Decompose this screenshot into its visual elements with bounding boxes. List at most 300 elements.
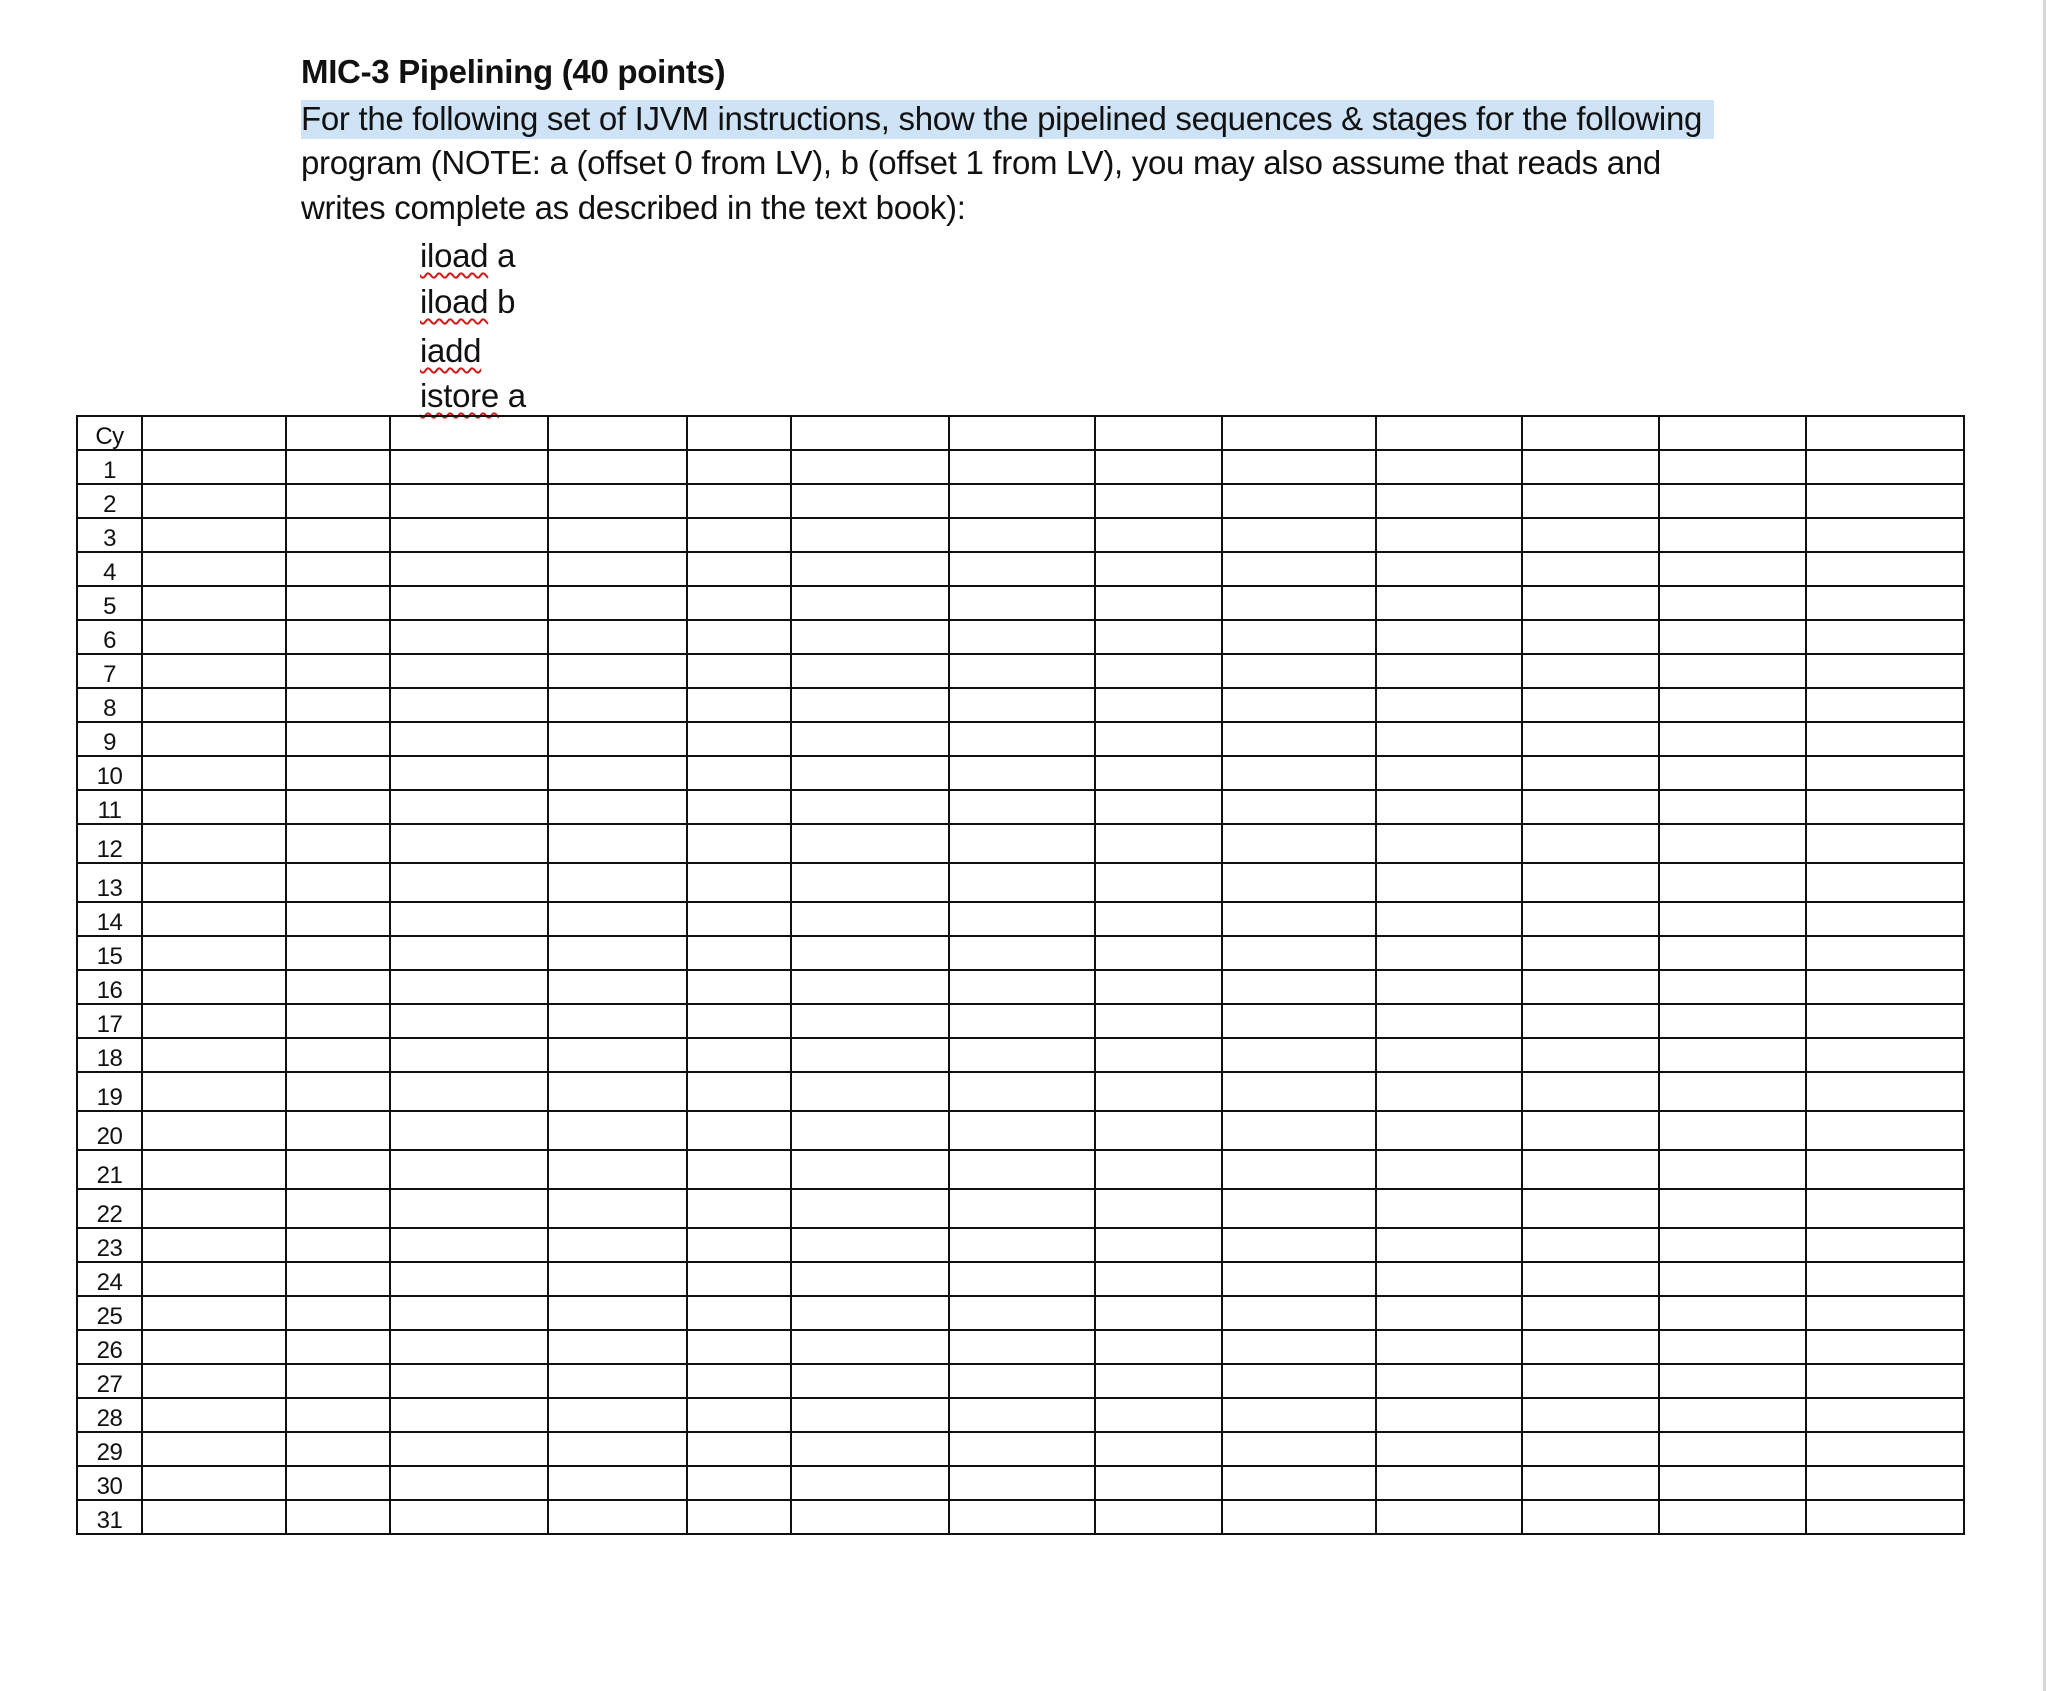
table-cell[interactable] [949, 1296, 1095, 1330]
table-cell[interactable] [390, 1432, 548, 1466]
table-cell[interactable] [1659, 620, 1806, 654]
table-cell[interactable] [1222, 586, 1376, 620]
table-cell[interactable] [687, 1150, 791, 1189]
table-cell[interactable] [949, 1038, 1095, 1072]
table-cell[interactable] [142, 586, 286, 620]
table-cell[interactable] [791, 1296, 949, 1330]
table-cell[interactable] [548, 450, 687, 484]
table-cell[interactable] [286, 1466, 390, 1500]
table-cell[interactable] [548, 1466, 687, 1500]
table-cell[interactable] [791, 1111, 949, 1150]
table-cell[interactable] [1095, 1330, 1222, 1364]
table-cell[interactable] [791, 722, 949, 756]
table-cell[interactable] [1659, 1364, 1806, 1398]
table-cell[interactable] [949, 824, 1095, 863]
table-cell[interactable] [791, 824, 949, 863]
table-cell[interactable] [1659, 1228, 1806, 1262]
table-cell[interactable] [390, 970, 548, 1004]
table-cell[interactable] [791, 1038, 949, 1072]
table-cell[interactable] [1095, 586, 1222, 620]
table-cell[interactable] [1095, 936, 1222, 970]
table-cell[interactable] [687, 936, 791, 970]
table-cell[interactable] [142, 790, 286, 824]
table-cell[interactable] [390, 416, 548, 450]
table-cell[interactable] [1095, 824, 1222, 863]
table-cell[interactable] [390, 484, 548, 518]
table-cell[interactable] [949, 790, 1095, 824]
table-cell[interactable] [687, 790, 791, 824]
table-cell[interactable] [949, 1072, 1095, 1111]
table-cell[interactable] [1376, 484, 1522, 518]
table-cell[interactable] [1659, 1398, 1806, 1432]
table-cell[interactable] [390, 790, 548, 824]
table-cell[interactable] [1806, 654, 1964, 688]
table-cell[interactable] [390, 1072, 548, 1111]
table-cell[interactable] [142, 1150, 286, 1189]
table-cell[interactable] [949, 1262, 1095, 1296]
table-cell[interactable] [1095, 1466, 1222, 1500]
table-cell[interactable] [687, 518, 791, 552]
table-cell[interactable] [791, 416, 949, 450]
table-cell[interactable] [142, 824, 286, 863]
table-cell[interactable] [1095, 790, 1222, 824]
table-cell[interactable] [390, 902, 548, 936]
table-cell[interactable] [390, 1038, 548, 1072]
table-cell[interactable] [1222, 1111, 1376, 1150]
table-cell[interactable] [1222, 936, 1376, 970]
table-cell[interactable] [1095, 450, 1222, 484]
table-cell[interactable] [1222, 1150, 1376, 1189]
table-cell[interactable] [142, 863, 286, 902]
table-cell[interactable] [1659, 824, 1806, 863]
table-cell[interactable] [1376, 1038, 1522, 1072]
table-cell[interactable] [1222, 1189, 1376, 1228]
table-cell[interactable] [548, 654, 687, 688]
table-cell[interactable] [1095, 1398, 1222, 1432]
table-cell[interactable] [548, 1364, 687, 1398]
table-cell[interactable] [142, 1432, 286, 1466]
table-cell[interactable] [548, 756, 687, 790]
table-cell[interactable] [1222, 756, 1376, 790]
table-cell[interactable] [1522, 1466, 1659, 1500]
table-cell[interactable] [1522, 824, 1659, 863]
table-cell[interactable] [949, 902, 1095, 936]
table-cell[interactable] [548, 1500, 687, 1534]
table-cell[interactable] [1522, 1330, 1659, 1364]
table-cell[interactable] [286, 654, 390, 688]
table-cell[interactable] [949, 518, 1095, 552]
table-cell[interactable] [949, 1111, 1095, 1150]
table-cell[interactable] [1222, 1262, 1376, 1296]
table-cell[interactable] [548, 1038, 687, 1072]
table-cell[interactable] [1806, 1228, 1964, 1262]
table-cell[interactable] [390, 1466, 548, 1500]
table-cell[interactable] [142, 1111, 286, 1150]
table-cell[interactable] [949, 586, 1095, 620]
table-cell[interactable] [1806, 1038, 1964, 1072]
table-cell[interactable] [1376, 902, 1522, 936]
table-cell[interactable] [286, 824, 390, 863]
table-cell[interactable] [286, 586, 390, 620]
table-cell[interactable] [1222, 1228, 1376, 1262]
table-cell[interactable] [548, 1072, 687, 1111]
table-cell[interactable] [687, 1262, 791, 1296]
table-cell[interactable] [1522, 1150, 1659, 1189]
selected-text[interactable]: For the following set of IJVM instructions, show the pipelined sequences & stages for the following [301, 100, 1714, 139]
table-cell[interactable] [1095, 1296, 1222, 1330]
table-cell[interactable] [1376, 1500, 1522, 1534]
table-cell[interactable] [548, 1398, 687, 1432]
table-cell[interactable] [142, 936, 286, 970]
table-cell[interactable] [1522, 902, 1659, 936]
table-cell[interactable] [687, 1398, 791, 1432]
table-cell[interactable] [791, 484, 949, 518]
table-cell[interactable] [1659, 688, 1806, 722]
table-cell[interactable] [791, 1004, 949, 1038]
table-cell[interactable] [1376, 936, 1522, 970]
table-cell[interactable] [1095, 688, 1222, 722]
table-cell[interactable] [1522, 790, 1659, 824]
table-cell[interactable] [548, 586, 687, 620]
table-cell[interactable] [1806, 756, 1964, 790]
table-cell[interactable] [142, 1038, 286, 1072]
table-cell[interactable] [1659, 790, 1806, 824]
table-cell[interactable] [548, 1330, 687, 1364]
table-cell[interactable] [1806, 1432, 1964, 1466]
table-cell[interactable] [548, 1189, 687, 1228]
table-cell[interactable] [791, 1150, 949, 1189]
table-cell[interactable] [390, 620, 548, 654]
table-cell[interactable] [1095, 1500, 1222, 1534]
table-cell[interactable] [687, 1228, 791, 1262]
table-cell[interactable] [687, 654, 791, 688]
table-cell[interactable] [949, 1466, 1095, 1500]
table-cell[interactable] [286, 1072, 390, 1111]
table-cell[interactable] [286, 1432, 390, 1466]
table-cell[interactable] [1376, 1262, 1522, 1296]
table-cell[interactable] [791, 620, 949, 654]
table-cell[interactable] [1659, 863, 1806, 902]
table-cell[interactable] [286, 1398, 390, 1432]
table-cell[interactable] [949, 688, 1095, 722]
table-cell[interactable] [1806, 970, 1964, 1004]
table-cell[interactable] [949, 484, 1095, 518]
table-cell[interactable] [949, 552, 1095, 586]
table-cell[interactable] [1659, 1038, 1806, 1072]
table-cell[interactable] [687, 722, 791, 756]
table-cell[interactable] [1522, 484, 1659, 518]
table-cell[interactable] [548, 902, 687, 936]
table-cell[interactable] [1806, 790, 1964, 824]
table-cell[interactable] [1659, 1150, 1806, 1189]
table-cell[interactable] [1095, 1228, 1222, 1262]
table-cell[interactable] [1522, 1296, 1659, 1330]
table-cell[interactable] [1376, 1189, 1522, 1228]
table-cell[interactable] [791, 1398, 949, 1432]
table-cell[interactable] [949, 1004, 1095, 1038]
table-cell[interactable] [1659, 484, 1806, 518]
table-cell[interactable] [1222, 863, 1376, 902]
table-cell[interactable] [548, 1228, 687, 1262]
table-cell[interactable] [791, 902, 949, 936]
table-cell[interactable] [1376, 1111, 1522, 1150]
table-cell[interactable] [1376, 790, 1522, 824]
table-cell[interactable] [1522, 863, 1659, 902]
table-cell[interactable] [949, 620, 1095, 654]
table-cell[interactable] [687, 970, 791, 1004]
table-cell[interactable] [1522, 1111, 1659, 1150]
table-cell[interactable] [1376, 1398, 1522, 1432]
table-cell[interactable] [390, 1500, 548, 1534]
table-cell[interactable] [1095, 902, 1222, 936]
table-cell[interactable] [1222, 1432, 1376, 1466]
table-cell[interactable] [390, 722, 548, 756]
table-cell[interactable] [1222, 688, 1376, 722]
table-cell[interactable] [1376, 552, 1522, 586]
table-cell[interactable] [949, 1500, 1095, 1534]
table-cell[interactable] [1806, 518, 1964, 552]
table-cell[interactable] [1806, 688, 1964, 722]
table-cell[interactable] [1376, 654, 1522, 688]
table-cell[interactable] [142, 756, 286, 790]
table-cell[interactable] [1095, 1004, 1222, 1038]
table-cell[interactable] [791, 936, 949, 970]
table-cell[interactable] [1659, 902, 1806, 936]
table-cell[interactable] [1522, 1072, 1659, 1111]
table-cell[interactable] [1095, 518, 1222, 552]
table-cell[interactable] [390, 1111, 548, 1150]
table-cell[interactable] [548, 688, 687, 722]
table-cell[interactable] [1659, 1500, 1806, 1534]
table-cell[interactable] [1222, 1004, 1376, 1038]
table-cell[interactable] [286, 1330, 390, 1364]
table-cell[interactable] [687, 620, 791, 654]
table-cell[interactable] [286, 1038, 390, 1072]
table-cell[interactable] [1659, 1466, 1806, 1500]
table-cell[interactable] [1522, 1398, 1659, 1432]
table-cell[interactable] [142, 552, 286, 586]
table-cell[interactable] [687, 1111, 791, 1150]
table-cell[interactable] [1806, 552, 1964, 586]
table-cell[interactable] [1376, 1228, 1522, 1262]
table-cell[interactable] [1806, 586, 1964, 620]
table-cell[interactable] [390, 552, 548, 586]
table-cell[interactable] [1659, 1262, 1806, 1296]
table-cell[interactable] [1659, 552, 1806, 586]
table-cell[interactable] [286, 1004, 390, 1038]
table-cell[interactable] [142, 620, 286, 654]
table-cell[interactable] [1376, 1330, 1522, 1364]
table-cell[interactable] [286, 1150, 390, 1189]
table-cell[interactable] [1522, 970, 1659, 1004]
table-cell[interactable] [390, 1330, 548, 1364]
table-cell[interactable] [1222, 450, 1376, 484]
table-cell[interactable] [949, 756, 1095, 790]
table-cell[interactable] [687, 824, 791, 863]
table-cell[interactable] [1806, 1364, 1964, 1398]
table-cell[interactable] [687, 552, 791, 586]
table-cell[interactable] [548, 1296, 687, 1330]
table-cell[interactable] [142, 688, 286, 722]
table-cell[interactable] [687, 1296, 791, 1330]
table-cell[interactable] [687, 450, 791, 484]
table-cell[interactable] [1806, 1072, 1964, 1111]
table-cell[interactable] [791, 586, 949, 620]
table-cell[interactable] [1376, 518, 1522, 552]
table-cell[interactable] [1806, 824, 1964, 863]
table-cell[interactable] [1806, 936, 1964, 970]
table-cell[interactable] [949, 863, 1095, 902]
table-cell[interactable] [1806, 1004, 1964, 1038]
table-cell[interactable] [1222, 722, 1376, 756]
table-cell[interactable] [1222, 1038, 1376, 1072]
table-cell[interactable] [142, 902, 286, 936]
table-cell[interactable] [687, 1004, 791, 1038]
table-cell[interactable] [390, 1364, 548, 1398]
table-cell[interactable] [142, 1466, 286, 1500]
table-cell[interactable] [1376, 1004, 1522, 1038]
table-cell[interactable] [1095, 552, 1222, 586]
table-cell[interactable] [791, 1364, 949, 1398]
table-cell[interactable] [1806, 620, 1964, 654]
table-cell[interactable] [142, 416, 286, 450]
table-cell[interactable] [1659, 1004, 1806, 1038]
table-cell[interactable] [1095, 1432, 1222, 1466]
table-cell[interactable] [390, 824, 548, 863]
table-cell[interactable] [142, 1296, 286, 1330]
table-cell[interactable] [142, 722, 286, 756]
table-cell[interactable] [1659, 1189, 1806, 1228]
table-cell[interactable] [1659, 518, 1806, 552]
table-cell[interactable] [791, 1072, 949, 1111]
table-cell[interactable] [1659, 936, 1806, 970]
table-cell[interactable] [949, 722, 1095, 756]
table-cell[interactable] [1376, 586, 1522, 620]
table-cell[interactable] [949, 936, 1095, 970]
table-cell[interactable] [286, 970, 390, 1004]
table-cell[interactable] [1522, 654, 1659, 688]
table-cell[interactable] [286, 902, 390, 936]
table-cell[interactable] [1522, 722, 1659, 756]
table-cell[interactable] [548, 518, 687, 552]
table-cell[interactable] [142, 1189, 286, 1228]
table-cell[interactable] [1222, 1072, 1376, 1111]
table-cell[interactable] [390, 1398, 548, 1432]
table-cell[interactable] [1222, 1500, 1376, 1534]
table-cell[interactable] [687, 1364, 791, 1398]
table-cell[interactable] [548, 484, 687, 518]
table-cell[interactable] [286, 1296, 390, 1330]
table-cell[interactable] [1222, 790, 1376, 824]
table-cell[interactable] [1806, 1189, 1964, 1228]
table-cell[interactable] [1522, 936, 1659, 970]
table-cell[interactable] [286, 722, 390, 756]
table-cell[interactable] [1095, 1189, 1222, 1228]
table-cell[interactable] [949, 1189, 1095, 1228]
table-cell[interactable] [1659, 970, 1806, 1004]
table-cell[interactable] [949, 1364, 1095, 1398]
table-cell[interactable] [286, 1111, 390, 1150]
table-cell[interactable] [1659, 586, 1806, 620]
table-cell[interactable] [286, 416, 390, 450]
table-cell[interactable] [286, 1189, 390, 1228]
table-cell[interactable] [1222, 416, 1376, 450]
table-cell[interactable] [1522, 1189, 1659, 1228]
table-cell[interactable] [1522, 1364, 1659, 1398]
table-cell[interactable] [286, 936, 390, 970]
table-cell[interactable] [1376, 756, 1522, 790]
table-cell[interactable] [1222, 518, 1376, 552]
table-cell[interactable] [142, 484, 286, 518]
table-cell[interactable] [687, 1189, 791, 1228]
table-cell[interactable] [1522, 1038, 1659, 1072]
table-cell[interactable] [687, 688, 791, 722]
table-cell[interactable] [1522, 450, 1659, 484]
table-cell[interactable] [791, 1228, 949, 1262]
table-cell[interactable] [1095, 1072, 1222, 1111]
table-cell[interactable] [1522, 688, 1659, 722]
table-cell[interactable] [1222, 824, 1376, 863]
table-cell[interactable] [1806, 1500, 1964, 1534]
table-cell[interactable] [1222, 620, 1376, 654]
table-cell[interactable] [286, 484, 390, 518]
table-cell[interactable] [791, 450, 949, 484]
table-cell[interactable] [390, 1228, 548, 1262]
table-cell[interactable] [548, 416, 687, 450]
table-cell[interactable] [1806, 902, 1964, 936]
table-cell[interactable] [1222, 1466, 1376, 1500]
table-cell[interactable] [1806, 484, 1964, 518]
table-cell[interactable] [1222, 1364, 1376, 1398]
table-cell[interactable] [1659, 654, 1806, 688]
table-cell[interactable] [1806, 1150, 1964, 1189]
table-cell[interactable] [1376, 824, 1522, 863]
table-cell[interactable] [1222, 484, 1376, 518]
table-cell[interactable] [791, 970, 949, 1004]
table-cell[interactable] [1095, 654, 1222, 688]
table-cell[interactable] [286, 620, 390, 654]
table-cell[interactable] [1806, 722, 1964, 756]
table-cell[interactable] [1095, 1038, 1222, 1072]
table-cell[interactable] [548, 970, 687, 1004]
table-cell[interactable] [687, 1432, 791, 1466]
table-cell[interactable] [548, 1432, 687, 1466]
table-cell[interactable] [1376, 1466, 1522, 1500]
table-cell[interactable] [548, 1004, 687, 1038]
table-cell[interactable] [949, 1228, 1095, 1262]
table-cell[interactable] [1222, 902, 1376, 936]
table-cell[interactable] [1522, 756, 1659, 790]
table-cell[interactable] [1095, 1364, 1222, 1398]
table-cell[interactable] [390, 936, 548, 970]
table-cell[interactable] [1522, 1432, 1659, 1466]
table-cell[interactable] [390, 1004, 548, 1038]
table-cell[interactable] [286, 1262, 390, 1296]
table-cell[interactable] [390, 654, 548, 688]
table-cell[interactable] [142, 654, 286, 688]
table-cell[interactable] [687, 1330, 791, 1364]
table-cell[interactable] [1222, 970, 1376, 1004]
table-cell[interactable] [142, 450, 286, 484]
table-cell[interactable] [548, 863, 687, 902]
table-cell[interactable] [548, 790, 687, 824]
table-cell[interactable] [1806, 416, 1964, 450]
table-cell[interactable] [1522, 1228, 1659, 1262]
table-cell[interactable] [949, 1150, 1095, 1189]
table-cell[interactable] [791, 1189, 949, 1228]
table-cell[interactable] [1806, 1398, 1964, 1432]
table-cell[interactable] [142, 1500, 286, 1534]
